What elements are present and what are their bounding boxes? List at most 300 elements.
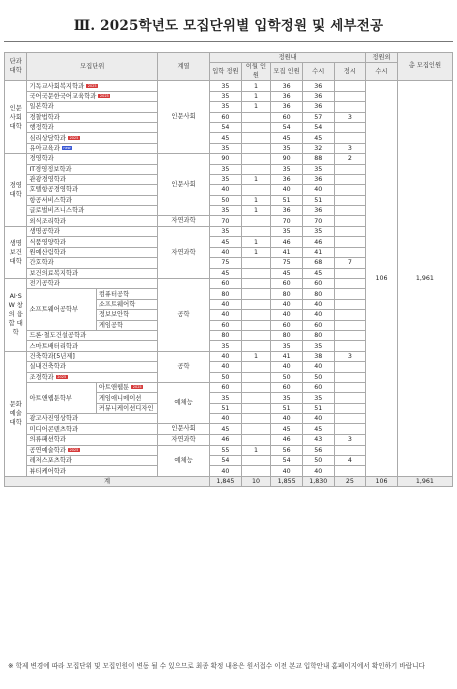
total-quota: 1,961 [397, 476, 452, 486]
header-admission-quota: 입학 정원 [210, 63, 242, 81]
college-cell: 인문 사회 대학 [5, 81, 27, 154]
cell-recruit: 35 [271, 393, 303, 403]
cell-jeongsi [334, 268, 366, 278]
cell-transfer [241, 258, 271, 268]
cell-recruit: 80 [271, 330, 303, 340]
cell-recruit: 54 [271, 122, 303, 132]
total-susi: 1,830 [302, 476, 334, 486]
cell-transfer [241, 372, 271, 382]
cell-recruit: 51 [271, 403, 303, 413]
field-label: 예체능 [174, 456, 193, 464]
cell-transfer [241, 403, 271, 413]
cell-admission: 35 [210, 227, 242, 237]
unit-name: 심리상담학과 [29, 134, 66, 142]
unit-name: 국어국문한국어교육학과 [29, 92, 97, 100]
cell-jeongsi [334, 320, 366, 330]
cell-transfer: 1 [241, 102, 271, 112]
cell-recruit: 41 [271, 351, 303, 361]
field-cell [158, 445, 210, 476]
page-title: Ⅲ. 2025학년도 모집단위별 입학정원 및 세부전공 [73, 18, 384, 34]
total-label: 계 [5, 476, 210, 486]
cell-recruit: 60 [271, 112, 303, 122]
cell-admission: 35 [210, 91, 242, 101]
cell-recruit: 35 [271, 227, 303, 237]
header-college: 단과 대학 [5, 53, 27, 81]
cell-recruit: 60 [271, 382, 303, 392]
cell-transfer [241, 133, 271, 143]
cell-susi: 50 [302, 372, 334, 382]
cell-jeongsi [334, 164, 366, 174]
cell-admission: 35 [210, 81, 242, 91]
cell-admission: 54 [210, 456, 242, 466]
cell-jeongsi [334, 424, 366, 435]
cell-jeongsi [334, 372, 366, 382]
unit-cell [27, 174, 158, 184]
cell-transfer [241, 112, 271, 122]
cell-jeongsi [334, 102, 366, 112]
cell-transfer: 1 [241, 174, 271, 184]
unit-name: 생명공학과 [29, 228, 60, 236]
new-2025-badge: 2025 [87, 83, 97, 88]
unit-cell [27, 456, 158, 466]
unit-cell [27, 133, 158, 143]
unit-name: 행정학과 [29, 124, 54, 132]
cell-recruit: 45 [271, 268, 303, 278]
cell-recruit: 50 [271, 372, 303, 382]
cell-jeongsi [334, 174, 366, 184]
header-field: 계열 [158, 53, 210, 81]
cell-admission: 35 [210, 393, 242, 403]
cell-transfer [241, 185, 271, 195]
unit-cell [27, 424, 158, 435]
unit-cell [27, 206, 158, 216]
field-label: 인문사회 [171, 181, 196, 188]
cell-admission: 60 [210, 320, 242, 330]
cell-jeongsi [334, 122, 366, 132]
unit-cell [27, 154, 158, 164]
cell-susi: 45 [302, 424, 334, 435]
header-outside: 정원외 [366, 53, 398, 63]
cell-transfer [241, 216, 271, 227]
cell-transfer [241, 227, 271, 237]
cell-jeongsi: 4 [334, 456, 366, 466]
unit-cell [96, 289, 157, 299]
total-recruit: 1,855 [271, 476, 303, 486]
cell-susi: 40 [302, 414, 334, 424]
cell-jeongsi [334, 466, 366, 476]
unit-cell [27, 164, 158, 174]
unit-cell [27, 216, 158, 227]
cell-recruit: 35 [271, 164, 303, 174]
cell-transfer [241, 320, 271, 330]
cell-susi: 45 [302, 268, 334, 278]
cell-susi: 35 [302, 164, 334, 174]
cell-transfer: 1 [241, 195, 271, 205]
cell-susi: 54 [302, 122, 334, 132]
cell-jeongsi [334, 289, 366, 299]
unit-name: 경찰법학과 [29, 113, 60, 121]
cell-susi: 35 [302, 341, 334, 351]
cell-jeongsi [334, 362, 366, 372]
cell-recruit: 40 [271, 466, 303, 476]
cell-transfer [241, 279, 271, 289]
field-label: 인문사회 [171, 425, 196, 433]
cell-jeongsi [334, 279, 366, 289]
field-cell [158, 216, 210, 227]
cell-susi: 70 [302, 216, 334, 227]
header-recruit: 모집 인원 [271, 63, 303, 81]
cell-transfer [241, 466, 271, 476]
unit-name: 호텔항공경영학과 [29, 186, 79, 194]
header-susi: 수시 [302, 63, 334, 81]
cell-recruit: 36 [271, 81, 303, 91]
cell-admission: 80 [210, 289, 242, 299]
cell-transfer [241, 164, 271, 174]
field-cell [158, 382, 210, 424]
cell-admission: 54 [210, 122, 242, 132]
unit-cell [27, 351, 158, 361]
cell-jeongsi [334, 81, 366, 91]
field-cell [158, 227, 210, 279]
cell-transfer: 1 [241, 351, 271, 361]
unit-name: 전기공학과 [29, 280, 60, 288]
unit-name: 게임공학 [98, 321, 124, 329]
unit-name: 레저스포츠학과 [29, 457, 73, 465]
cell-transfer [241, 310, 271, 320]
cell-admission: 46 [210, 435, 242, 446]
cell-admission: 60 [210, 382, 242, 392]
cell-transfer [241, 154, 271, 164]
unit-group-cell: 아트앤웹툰학부 [27, 382, 96, 413]
footnote: ※ 학제 변경에 따라 모집단위 및 모집인원이 변동 될 수 있으므로 최종 확정 내용은 원서접수 이전 본교 입학안내 홈페이지에서 확인하기 바랍니다 [8, 662, 425, 670]
cell-jeongsi [334, 445, 366, 455]
cell-susi: 46 [302, 237, 334, 247]
admission-quota-table [4, 52, 453, 487]
cell-transfer: 1 [241, 445, 271, 455]
total-admission: 1,845 [210, 476, 242, 486]
cell-recruit: 60 [271, 320, 303, 330]
cell-transfer: 1 [241, 81, 271, 91]
cell-transfer [241, 299, 271, 309]
field-label: 인문사회 [171, 113, 196, 121]
unit-name: 컴퓨터공학 [98, 290, 130, 298]
cell-jeongsi [334, 195, 366, 205]
cell-admission: 60 [210, 279, 242, 289]
unit-cell [27, 372, 158, 382]
college-cell: AI·S W 창의 융합 대학 [5, 279, 27, 352]
cell-susi: 36 [302, 206, 334, 216]
college-cell: 생명 보건 대학 [5, 227, 27, 279]
cell-admission: 75 [210, 258, 242, 268]
cell-jeongsi [334, 227, 366, 237]
total-row [5, 476, 453, 486]
unit-name: 기독교사회복지학과 [29, 82, 85, 90]
cell-admission: 55 [210, 445, 242, 455]
cell-recruit: 40 [271, 362, 303, 372]
cell-admission: 45 [210, 424, 242, 435]
cell-susi: 35 [302, 393, 334, 403]
new-2025-badge: 2025 [99, 93, 109, 98]
cell-recruit: 80 [271, 289, 303, 299]
cell-admission: 50 [210, 372, 242, 382]
cell-jeongsi [334, 91, 366, 101]
new-2025-badge: 2025 [69, 135, 79, 140]
cell-susi: 36 [302, 102, 334, 112]
unit-name: 정보보안학 [98, 311, 130, 319]
unit-cell [96, 320, 157, 330]
unit-cell [27, 247, 158, 257]
cell-recruit: 36 [271, 102, 303, 112]
unit-cell [27, 258, 158, 268]
unit-name: 건축학과[5년제] [29, 352, 75, 360]
cell-transfer [241, 435, 271, 446]
cell-recruit: 40 [271, 310, 303, 320]
cell-susi: 40 [302, 310, 334, 320]
unit-name: 게임애니메이션 [98, 394, 142, 402]
cell-admission: 40 [210, 362, 242, 372]
field-label: 공학 [177, 363, 190, 371]
cell-susi: 36 [302, 174, 334, 184]
unit-cell [27, 122, 158, 132]
unit-name: 드론·철도건설공학과 [29, 332, 87, 340]
unit-cell [96, 299, 157, 309]
unit-cell [27, 185, 158, 195]
cell-admission: 40 [210, 466, 242, 476]
cell-jeongsi: 3 [334, 112, 366, 122]
cell-admission: 45 [210, 133, 242, 143]
cell-jeongsi [334, 237, 366, 247]
cell-susi: 88 [302, 154, 334, 164]
cell-recruit: 46 [271, 237, 303, 247]
cell-admission: 60 [210, 112, 242, 122]
cell-recruit: 51 [271, 195, 303, 205]
cell-transfer [241, 268, 271, 278]
cell-admission: 40 [210, 299, 242, 309]
cell-admission: 40 [210, 247, 242, 257]
unit-cell [27, 466, 158, 476]
unit-cell [27, 112, 158, 122]
unit-cell [27, 362, 158, 372]
unit-group-cell: 소프트웨어공학부 [27, 289, 96, 331]
unit-cell [27, 445, 158, 455]
total-jeongsi: 25 [334, 476, 366, 486]
cell-admission: 40 [210, 414, 242, 424]
header-outside-susi: 수시 [366, 63, 398, 81]
cell-recruit: 40 [271, 299, 303, 309]
new-2025-badge: 2025 [57, 374, 67, 379]
cell-admission: 35 [210, 143, 242, 153]
cell-admission: 50 [210, 195, 242, 205]
header-unit: 모집단위 [27, 53, 158, 81]
cell-susi: 40 [302, 185, 334, 195]
cell-susi: 60 [302, 320, 334, 330]
unit-name: 일본학과 [29, 103, 54, 111]
cell-recruit: 36 [271, 174, 303, 184]
cell-susi: 60 [302, 279, 334, 289]
cell-susi: 36 [302, 81, 334, 91]
unit-name: 아트앤웹툰 [98, 384, 130, 392]
cell-jeongsi: 3 [334, 435, 366, 446]
unit-name: 조경학과 [29, 373, 54, 381]
unit-name: 간호학과 [29, 259, 54, 267]
unit-name: 미디어콘텐츠학과 [29, 425, 79, 433]
new-2025-badge: 2025 [69, 447, 79, 452]
unit-name: 글로벌비즈니스학과 [29, 207, 85, 215]
unit-cell [27, 279, 158, 289]
unit-name: 커뮤니케이션디자인 [98, 404, 154, 412]
cell-jeongsi [334, 382, 366, 392]
cell-jeongsi [334, 393, 366, 403]
unit-cell [96, 403, 157, 413]
cell-transfer [241, 456, 271, 466]
cell-susi: 80 [302, 289, 334, 299]
cell-admission: 40 [210, 351, 242, 361]
cell-jeongsi [334, 330, 366, 340]
cell-jeongsi [334, 185, 366, 195]
unit-name: 항공서비스학과 [29, 196, 73, 204]
unit-cell [96, 393, 157, 403]
cell-susi: 35 [302, 227, 334, 237]
unit-cell [27, 102, 158, 112]
cell-recruit: 46 [271, 435, 303, 446]
cell-jeongsi: 2 [334, 154, 366, 164]
unit-name: 뷰티케어학과 [29, 467, 66, 475]
cell-transfer [241, 424, 271, 435]
unit-cell [96, 310, 157, 320]
unit-name: 보건의료복지학과 [29, 269, 79, 277]
unit-cell [27, 268, 158, 278]
cell-transfer: 1 [241, 247, 271, 257]
unit-name: 관광경영학과 [29, 176, 66, 184]
unit-name: 실내건축학과 [29, 363, 66, 371]
cell-jeongsi [334, 299, 366, 309]
cell-susi: 40 [302, 466, 334, 476]
field-label: 예체능 [174, 399, 193, 407]
cell-transfer [241, 330, 271, 340]
field-label: 공학 [177, 311, 190, 319]
table-row [5, 81, 453, 91]
cell-recruit: 56 [271, 445, 303, 455]
cell-susi: 45 [302, 133, 334, 143]
cell-transfer [241, 382, 271, 392]
cell-jeongsi [334, 216, 366, 227]
cell-transfer: 1 [241, 206, 271, 216]
cell-susi: 80 [302, 330, 334, 340]
unit-cell [27, 414, 158, 424]
cell-admission: 35 [210, 102, 242, 112]
unit-name: 소프트웨어학 [98, 300, 136, 308]
cell-recruit: 70 [271, 216, 303, 227]
unit-name: 경영학과 [29, 155, 54, 163]
total-outside-susi: 106 [366, 476, 398, 486]
cell-jeongsi: 3 [334, 143, 366, 153]
cell-admission: 45 [210, 237, 242, 247]
unit-name: 원예산림학과 [29, 249, 66, 257]
cell-susi: 43 [302, 435, 334, 446]
field-label: 자연과학 [171, 217, 196, 225]
cell-jeongsi [334, 403, 366, 413]
cell-admission: 90 [210, 154, 242, 164]
cell-transfer [241, 289, 271, 299]
cell-transfer [241, 122, 271, 132]
cell-recruit: 45 [271, 133, 303, 143]
cell-transfer: 1 [241, 237, 271, 247]
cell-jeongsi: 7 [334, 258, 366, 268]
unit-cell [27, 330, 158, 340]
cell-recruit: 40 [271, 414, 303, 424]
cell-transfer [241, 143, 271, 153]
cell-susi: 50 [302, 456, 334, 466]
cell-susi: 57 [302, 112, 334, 122]
cell-susi: 68 [302, 258, 334, 268]
unit-cell [27, 435, 158, 446]
cell-jeongsi [334, 341, 366, 351]
field-cell [158, 279, 210, 352]
cell-recruit: 90 [271, 154, 303, 164]
unit-name: 공연예술학과 [29, 446, 66, 454]
cell-admission: 35 [210, 341, 242, 351]
cell-susi: 32 [302, 143, 334, 153]
field-label: 자연과학 [171, 436, 196, 444]
table-body [5, 81, 453, 476]
field-cell [158, 81, 210, 154]
field-cell [158, 351, 210, 382]
cell-jeongsi [334, 206, 366, 216]
title-divider [4, 41, 453, 42]
cell-transfer: 1 [241, 91, 271, 101]
unit-name: 식품영양학과 [29, 238, 66, 246]
total-recruit-cell: 1,961 [397, 81, 452, 476]
cell-recruit: 36 [271, 206, 303, 216]
header-jeongsi: 정시 [334, 63, 366, 81]
unit-cell [27, 195, 158, 205]
cell-admission: 35 [210, 164, 242, 174]
unit-cell [27, 143, 158, 153]
unit-name: IT경영정보학과 [29, 165, 72, 173]
total-transfer: 10 [241, 476, 271, 486]
cell-admission: 80 [210, 330, 242, 340]
cell-recruit: 54 [271, 456, 303, 466]
cell-jeongsi [334, 414, 366, 424]
header-total-quota: 총 모집인원 [397, 53, 452, 81]
cell-susi: 38 [302, 351, 334, 361]
unit-name: 의류패션학과 [29, 436, 66, 444]
cell-jeongsi [334, 310, 366, 320]
cell-admission: 35 [210, 174, 242, 184]
cell-jeongsi: 3 [334, 351, 366, 361]
header-transfer: 이월 인원 [241, 63, 271, 81]
unit-cell [27, 341, 158, 351]
new-badge: new [63, 145, 71, 150]
cell-recruit: 36 [271, 91, 303, 101]
cell-recruit: 75 [271, 258, 303, 268]
cell-recruit: 35 [271, 143, 303, 153]
unit-cell [96, 382, 157, 392]
cell-susi: 41 [302, 247, 334, 257]
unit-cell [27, 81, 158, 91]
unit-cell [27, 237, 158, 247]
cell-recruit: 41 [271, 247, 303, 257]
cell-transfer [241, 393, 271, 403]
cell-admission: 45 [210, 268, 242, 278]
cell-transfer [241, 341, 271, 351]
new-2025-badge: 2025 [132, 385, 142, 390]
cell-admission: 35 [210, 206, 242, 216]
cell-recruit: 35 [271, 341, 303, 351]
unit-name: 유아교육과 [29, 144, 60, 152]
cell-admission: 40 [210, 185, 242, 195]
field-label: 자연과학 [171, 248, 196, 256]
